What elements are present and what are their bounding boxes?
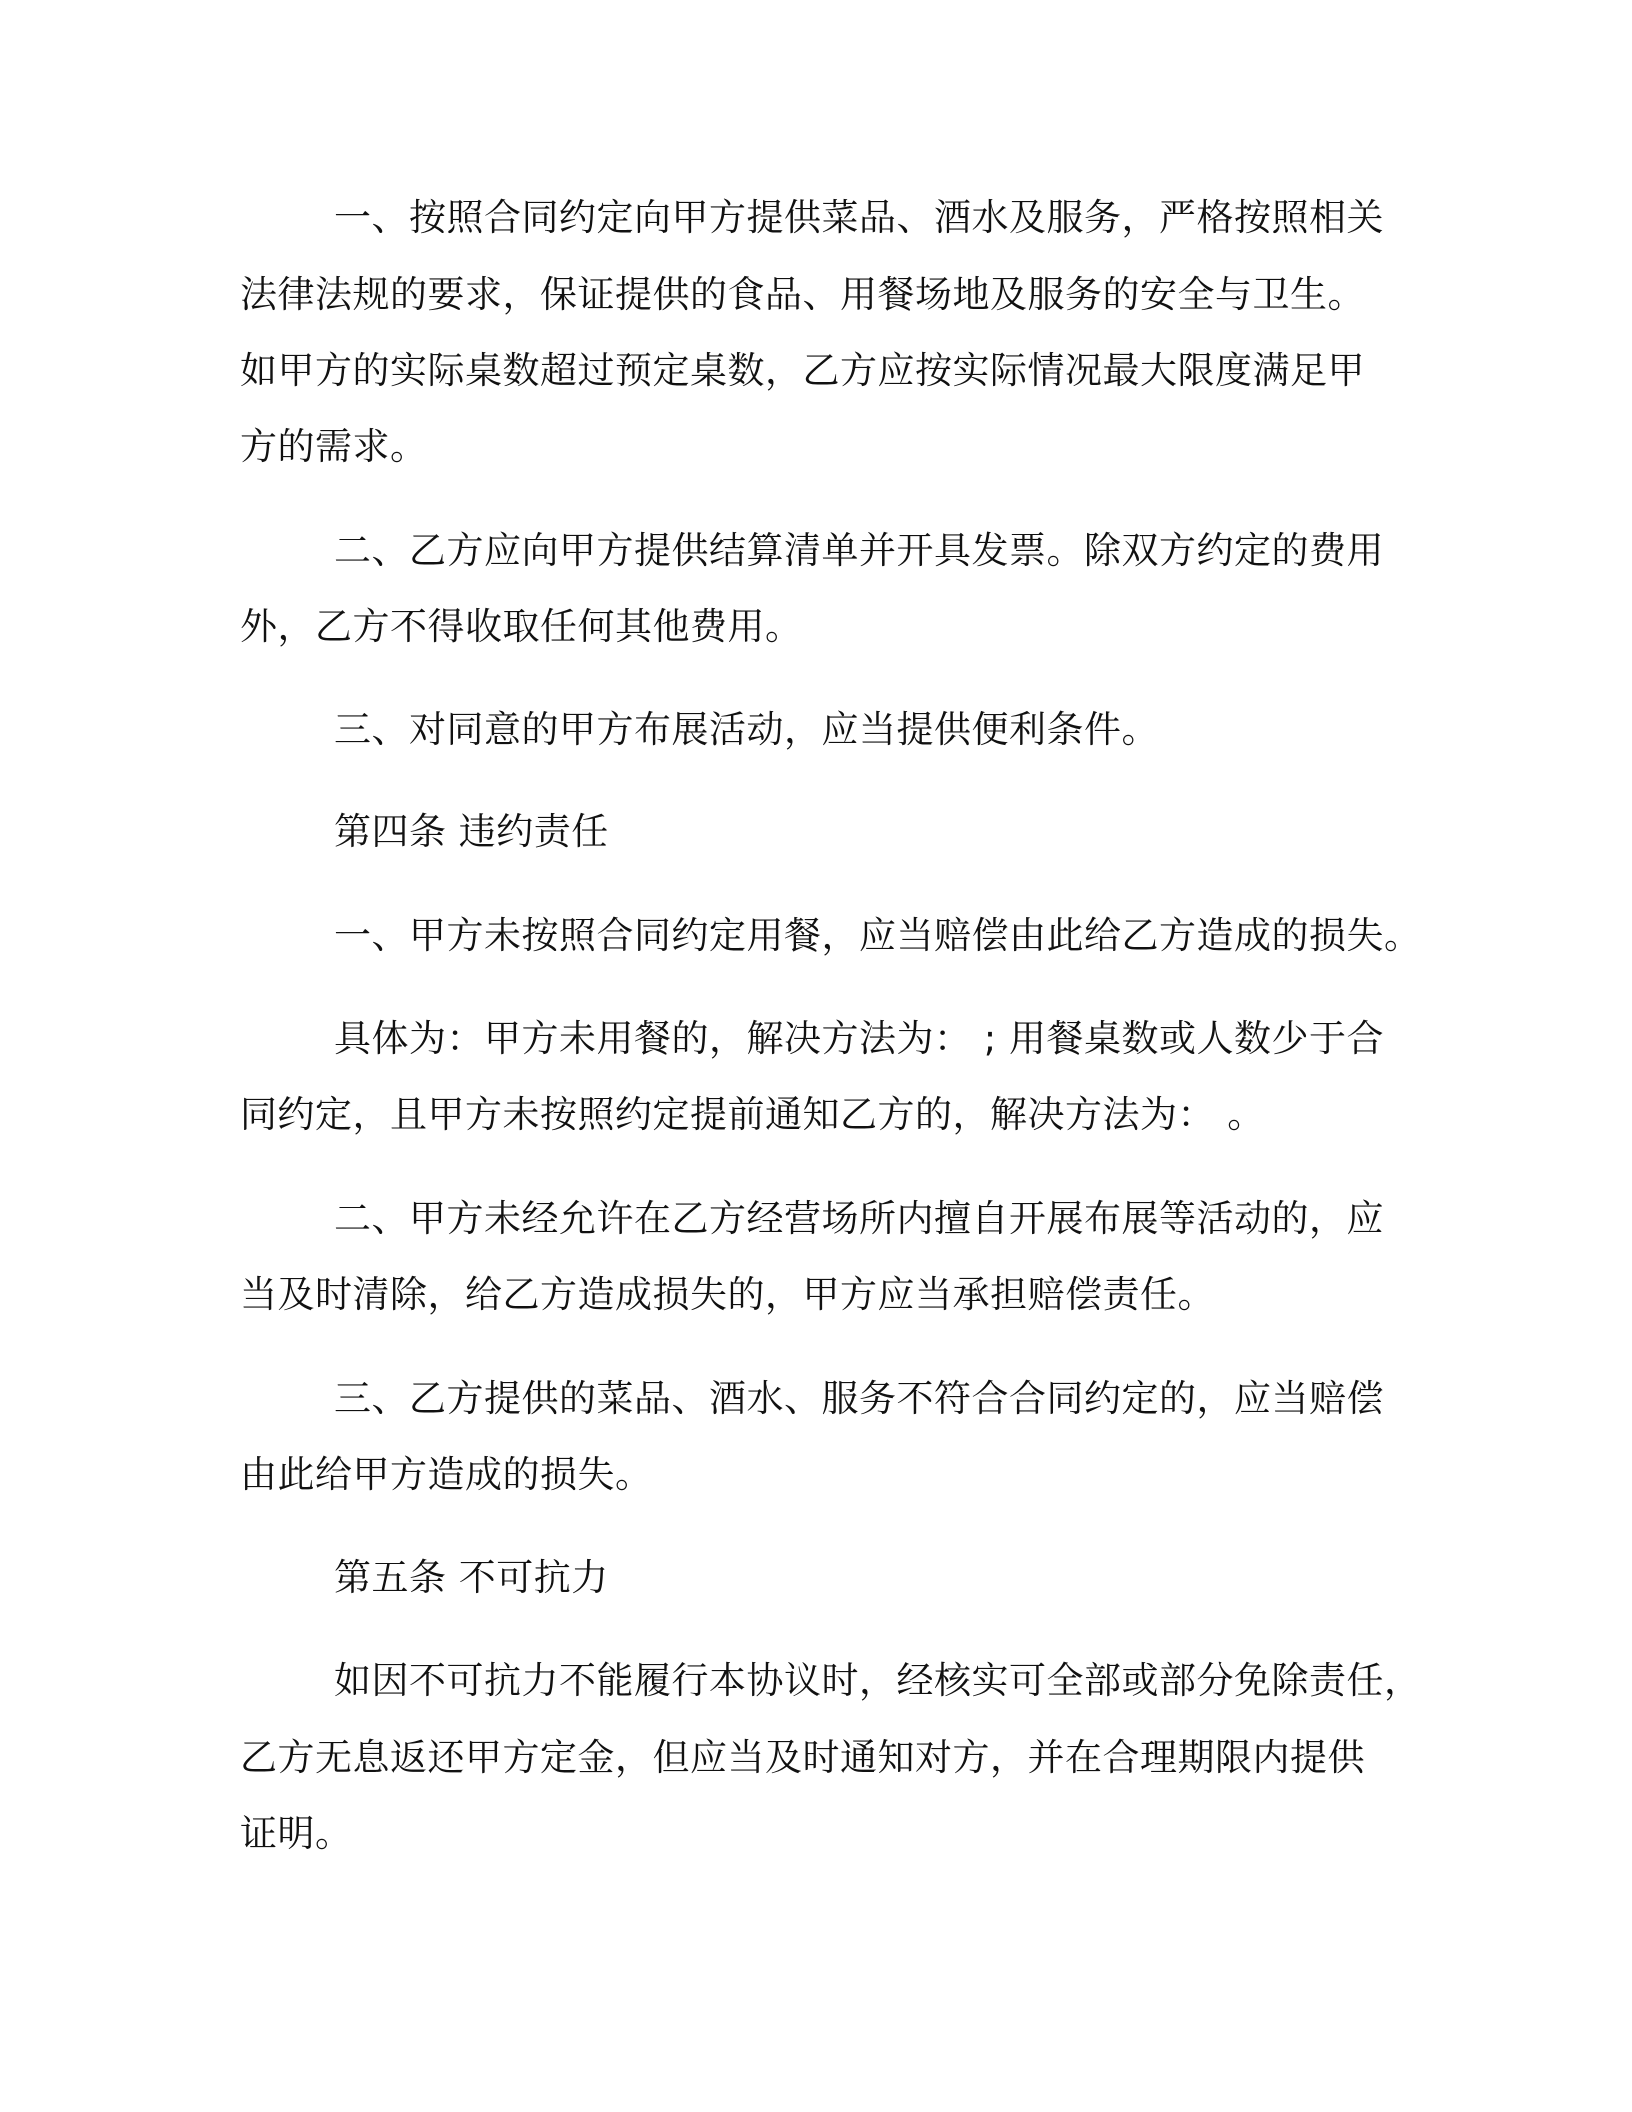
text-line: 由此给甲方造成的损失。 (240, 1453, 653, 1496)
text-line: 一、按照合同约定向甲方提供菜品、酒水及服务，严格按照相关 (334, 196, 1384, 239)
text-line: 乙方无息返还甲方定金，但应当及时通知对方，并在合理期限内提供 (240, 1736, 1365, 1779)
text-line: 证明。 (240, 1812, 353, 1855)
text-line: 法律法规的要求，保证提供的食品、用餐场地及服务的安全与卫生。 (240, 273, 1365, 316)
text-line: 一、甲方未按照合同约定用餐，应当赔偿由此给乙方造成的损失。 (334, 914, 1422, 957)
text-line: 如甲方的实际桌数超过预定桌数，乙方应按实际情况最大限度满足甲 (240, 349, 1365, 392)
text-line: 三、乙方提供的菜品、酒水、服务不符合合同约定的，应当赔偿 (334, 1377, 1384, 1420)
text-line: 二、甲方未经允许在乙方经营场所内擅自开展布展等活动的，应 (334, 1197, 1384, 1240)
text-line: 外，乙方不得收取任何其他费用。 (240, 605, 803, 648)
text-line: 方的需求。 (240, 425, 428, 468)
section-heading: 第五条 不可抗力 (334, 1556, 609, 1599)
text-line: 二、乙方应向甲方提供结算清单并开具发票。除双方约定的费用 (334, 529, 1384, 572)
text-line: 当及时清除，给乙方造成损失的，甲方应当承担赔偿责任。 (240, 1273, 1215, 1316)
text-line: 如因不可抗力不能履行本协议时，经核实可全部或部分免除责任， (334, 1659, 1422, 1702)
text-line: 三、对同意的甲方布展活动，应当提供便利条件。 (334, 708, 1159, 751)
section-heading: 第四条 违约责任 (334, 810, 609, 853)
text-line: 具体为：甲方未用餐的，解决方法为： ; 用餐桌数或人数少于合 (334, 1017, 1384, 1060)
text-line: 同约定，且甲方未按照约定提前通知乙方的，解决方法为： 。 (240, 1093, 1265, 1136)
